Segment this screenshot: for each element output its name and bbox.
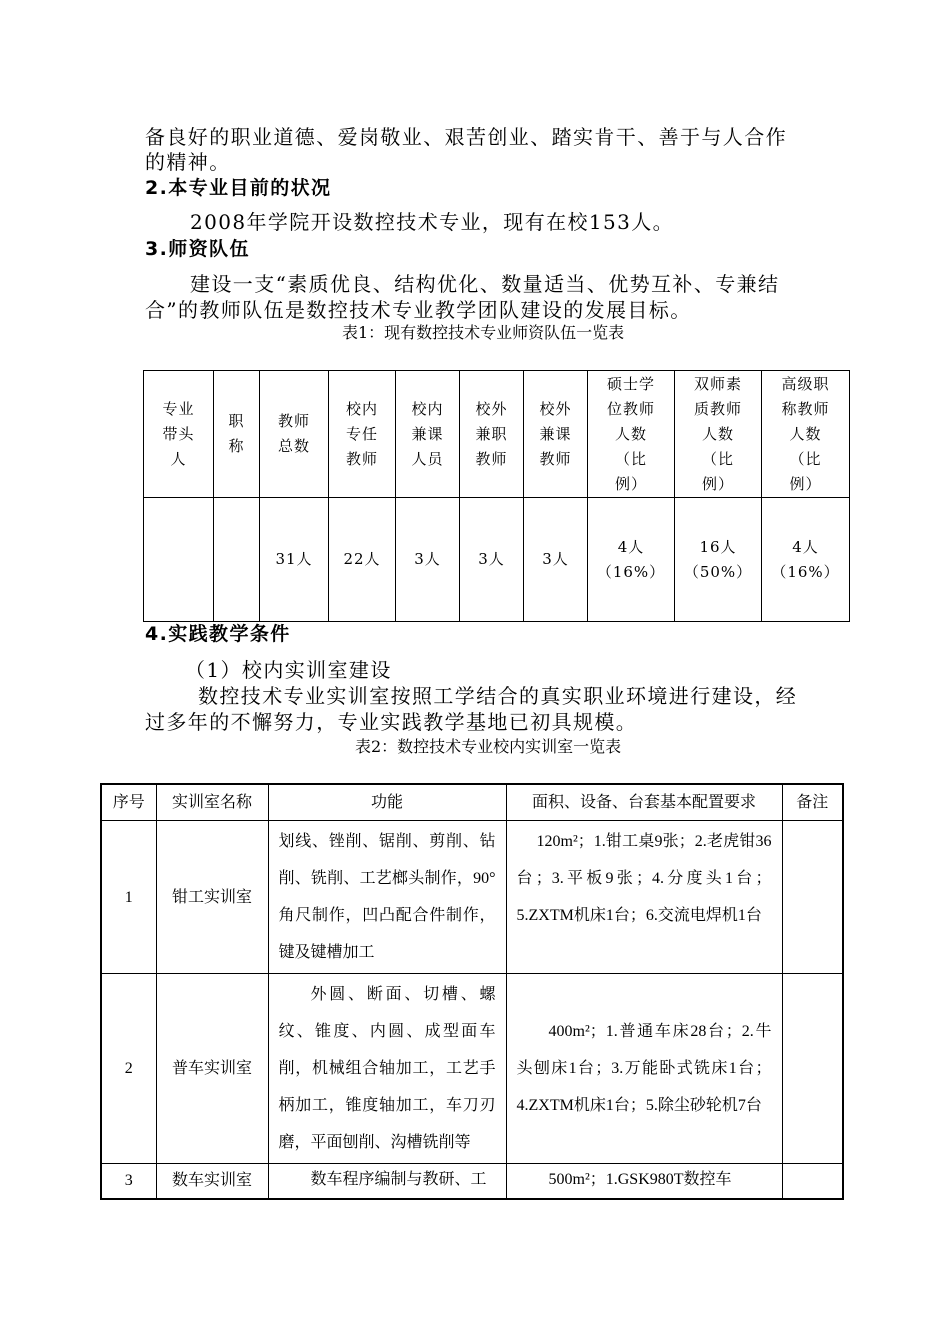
header-cell: 校外 兼课 教师 [524, 371, 588, 498]
section-heading: 3.师资队伍 [145, 238, 250, 260]
lab-function: 数车程序编制与教研、工 [268, 1164, 506, 1199]
paragraph-line: 合”的教师队伍是数控技术专业教学团队建设的发展目标。 [145, 298, 692, 322]
table-header-row [144, 371, 850, 498]
header-cell: 校内 专任 教师 [329, 371, 396, 498]
header-cell: 职 称 [214, 371, 260, 498]
table-cell: 22人 [329, 498, 396, 622]
table-cell: 4人 （16%） [588, 498, 675, 622]
lab-function: 外圆、断面、切槽、螺纹、锥度、内圆、成型面车削，机械组合轴加工，工艺手柄加工，锥度轴加工，车刀刃磨，平面刨削、沟槽铣削等 [268, 974, 506, 1164]
header-cell: 教师 总数 [260, 371, 329, 498]
table-cell: 4人 （16%） [762, 498, 850, 622]
table-row [101, 974, 843, 1164]
header-cell: 面积、设备、台套基本配置要求 [506, 784, 782, 821]
paragraph: 2008年学院开设数控技术专业，现有在校153人。 [190, 210, 675, 234]
lab-requirements: 500m²；1.GSK980T数控车 [506, 1164, 782, 1199]
lab-name: 数车实训室 [156, 1164, 268, 1199]
table-cell [214, 498, 260, 622]
section-heading: 2.本专业目前的状况 [145, 177, 332, 199]
lab-note [782, 1164, 843, 1199]
header-cell: 双师素 质教师 人数 （比 例） [675, 371, 762, 498]
section-heading: 4.实践教学条件 [145, 623, 291, 645]
table-header-row [101, 784, 843, 821]
table-cell: 16人 （50%） [675, 498, 762, 622]
paragraph-line: 数控技术专业实训室按照工学结合的真实职业环境进行建设，经 [198, 684, 798, 708]
row-number: 3 [101, 1164, 156, 1199]
lab-name: 普车实训室 [156, 974, 268, 1164]
table-cell [144, 498, 214, 622]
header-cell: 校外 兼职 教师 [460, 371, 524, 498]
table-caption: 表2：数控技术专业校内实训室一览表 [355, 737, 622, 756]
header-cell: 高级职 称教师 人数 （比 例） [762, 371, 850, 498]
lab-note [782, 821, 843, 974]
body-text-line: 的精神。 [145, 150, 231, 174]
header-cell: 功能 [268, 784, 506, 821]
paragraph-line: 过多年的不懈努力，专业实践教学基地已初具规模。 [145, 710, 638, 734]
header-cell: 实训室名称 [156, 784, 268, 821]
body-text-line: 备良好的职业道德、爱岗敬业、艰苦创业、踏实肯干、善于与人合作 [145, 125, 787, 149]
table-row [144, 498, 850, 622]
lab-name: 钳工实训室 [156, 821, 268, 974]
header-cell: 专业 带头 人 [144, 371, 214, 498]
table-cell: 31人 [260, 498, 329, 622]
header-cell: 序号 [101, 784, 156, 821]
faculty-table [143, 370, 850, 622]
paragraph-line: 建设一支“素质优良、结构优化、数量适当、优势互补、专兼结 [190, 272, 780, 296]
table-cell: 3人 [396, 498, 460, 622]
header-cell: 硕士学 位教师 人数 （比 例） [588, 371, 675, 498]
table-cell: 3人 [460, 498, 524, 622]
table-row [101, 1164, 843, 1199]
row-number: 1 [101, 821, 156, 974]
lab-requirements: 120m²；1.钳工桌9张；2.老虎钳36台；3.平板9张；4.分度头1台；5.ZXTM机床1台；6.交流电焊机1台 [506, 821, 782, 974]
lab-requirements: 400m²；1.普通车床28台；2.牛头刨床1台；3.万能卧式铣床1台；4.ZXTM机床1台；5.除尘砂轮机7台 [506, 974, 782, 1164]
lab-note [782, 974, 843, 1164]
lab-function: 划线、锉削、锯削、剪削、钻削、铣削、工艺榔头制作，90°角尺制作，凹凸配合件制作，键及键槽加工 [268, 821, 506, 974]
subsection-heading: （1）校内实训室建设 [185, 658, 392, 682]
lab-table [100, 783, 844, 1200]
row-number: 2 [101, 974, 156, 1164]
table-caption: 表1：现有数控技术专业师资队伍一览表 [342, 323, 625, 342]
header-cell: 校内 兼课 人员 [396, 371, 460, 498]
table-cell: 3人 [524, 498, 588, 622]
header-cell: 备注 [782, 784, 843, 821]
table-row [101, 821, 843, 974]
